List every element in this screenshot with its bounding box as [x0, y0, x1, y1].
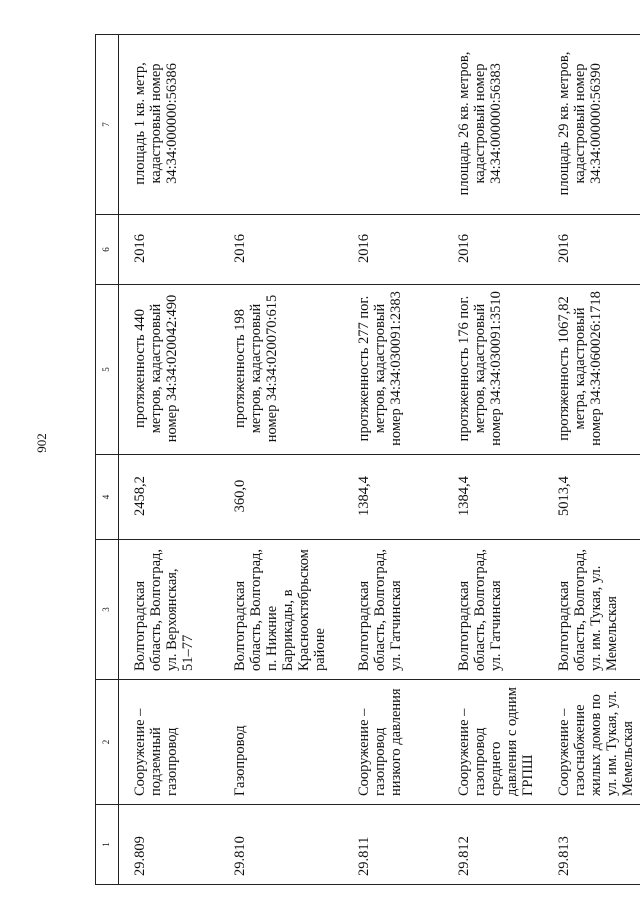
object-value: 1384,4 — [443, 455, 543, 540]
object-note — [219, 35, 343, 215]
table-row — [219, 35, 343, 885]
row-number: 29.809 — [119, 805, 220, 885]
column-header: 7 — [96, 35, 119, 215]
column-header: 6 — [96, 215, 119, 285]
table-row — [119, 35, 220, 885]
object-name: Сооружение – подземный газопровод — [119, 680, 220, 805]
object-year: 2016 — [119, 215, 220, 285]
object-characteristics: протяженность 277 пог. метров, кадастровый номер 34:34:030091:2383 — [343, 285, 443, 455]
object-value: 5013,4 — [543, 455, 640, 540]
row-number: 29.810 — [219, 805, 343, 885]
table-row — [343, 35, 443, 885]
object-name: Газопровод — [219, 680, 343, 805]
object-characteristics: протяженность 440 метров, кадастровый номер 34:34:020042:490 — [119, 285, 220, 455]
row-number: 29.813 — [543, 805, 640, 885]
rotated-table-container — [95, 35, 635, 885]
object-characteristics: протяженность 176 пог. метров, кадастровый номер 34:34:030091:3510 — [443, 285, 543, 455]
table-row — [443, 35, 543, 885]
table-row — [543, 35, 640, 885]
object-characteristics: протяженность 198 метров, кадастровый номер 34:34:020070:615 — [219, 285, 343, 455]
object-value: 360,0 — [219, 455, 343, 540]
object-address: Волгоградская область, Волгоград, ул. Верхоянская, 51–77 — [119, 540, 220, 680]
table-header-row — [96, 35, 119, 885]
object-name: Сооружение – газопровод низкого давления — [343, 680, 443, 805]
column-header: 3 — [96, 540, 119, 680]
object-note — [343, 35, 443, 215]
row-number: 29.812 — [443, 805, 543, 885]
object-note: площадь 1 кв. метр, кадастровый номер 34:34:000000:56386 — [119, 35, 220, 215]
object-value: 1384,4 — [343, 455, 443, 540]
object-address: Волгоградская область, Волгоград, п. Нижние Баррикады, в Краснооктябрьском районе — [219, 540, 343, 680]
object-characteristics: протяженность 1067,82 метра, кадастровый номер 34:34:060026:1718 — [543, 285, 640, 455]
column-header: 1 — [96, 805, 119, 885]
object-address: Волгоградская область, Волгоград, ул. Гатчинская — [443, 540, 543, 680]
object-value: 2458,2 — [119, 455, 220, 540]
object-name: Сооружение – газоснабжение жилых домов по ул. им. Тукая, ул. Мемельская — [543, 680, 640, 805]
object-year: 2016 — [443, 215, 543, 285]
object-name: Сооружение – газопровод среднего давления с одним ГРПШ — [443, 680, 543, 805]
object-address: Волгоградская область, Волгоград, ул. Гатчинская — [343, 540, 443, 680]
row-number: 29.811 — [343, 805, 443, 885]
column-header: 5 — [96, 285, 119, 455]
object-year: 2016 — [343, 215, 443, 285]
object-year: 2016 — [219, 215, 343, 285]
object-address: Волгоградская область, Волгоград, ул. им. Тукая, ул. Мемельская — [543, 540, 640, 680]
column-header: 2 — [96, 680, 119, 805]
column-header: 4 — [96, 455, 119, 540]
object-note: площадь 29 кв. метров, кадастровый номер 34:34:000000:56390 — [543, 35, 640, 215]
property-table — [95, 34, 640, 885]
object-note: площадь 26 кв. метров, кадастровый номер 34:34:000000:56383 — [443, 35, 543, 215]
page-number: 902 — [34, 433, 49, 453]
object-year: 2016 — [543, 215, 640, 285]
